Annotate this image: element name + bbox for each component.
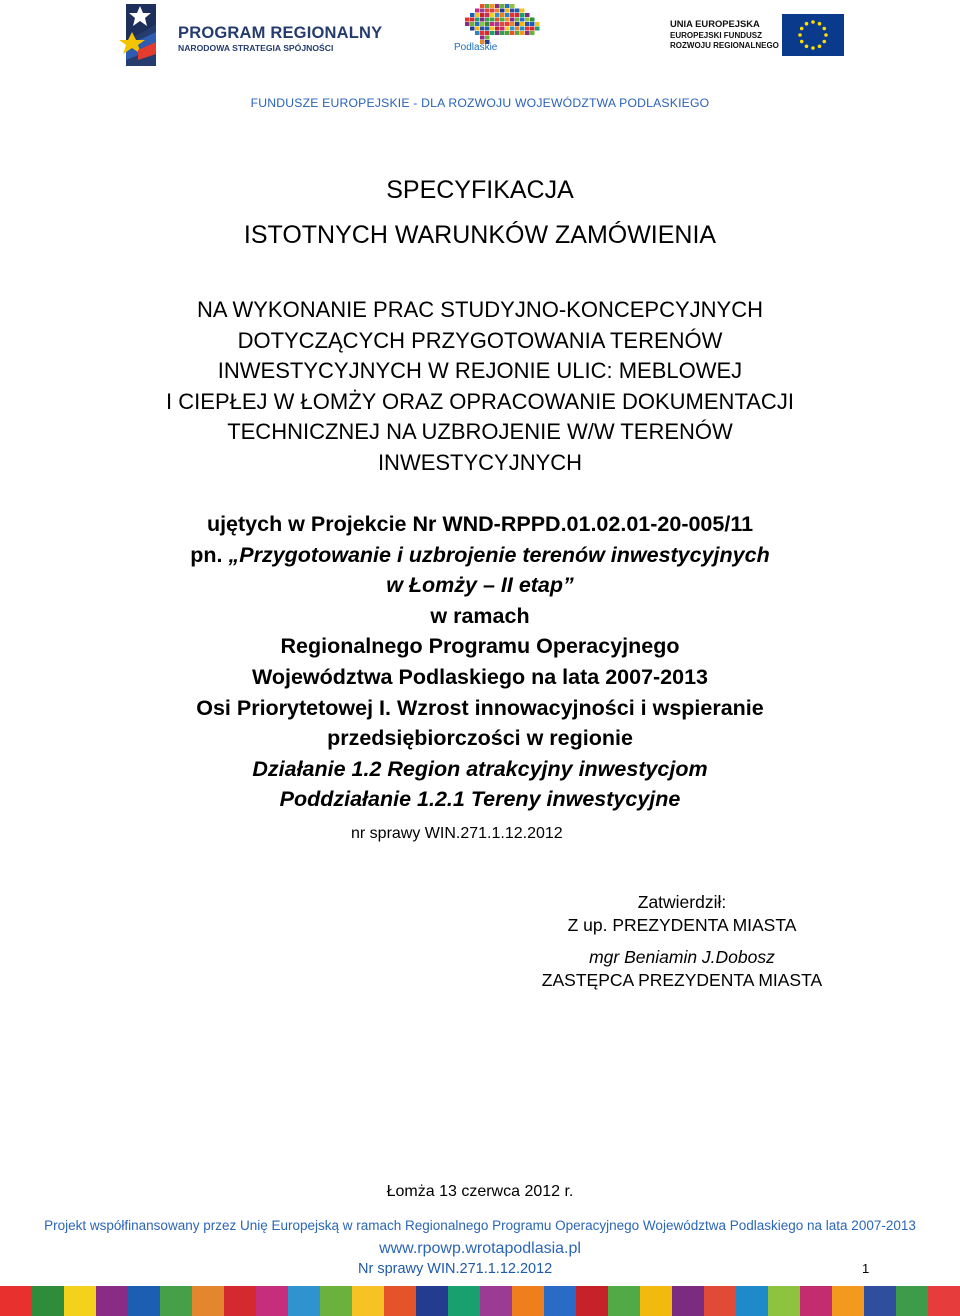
- bison-tile: [520, 13, 525, 17]
- bison-tile: [480, 9, 485, 13]
- project-name-cont: w Łomży – II etap”: [386, 573, 574, 598]
- project-framework: w ramach: [430, 603, 530, 628]
- bison-tile: [500, 18, 505, 22]
- footer-case-number: Nr sprawy WIN.271.1.12.2012: [358, 1261, 553, 1277]
- bison-tile: [525, 22, 530, 26]
- eu-star: [800, 40, 804, 44]
- subject-line: TECHNICZNEJ NA UZBROJENIE W/W TERENÓW: [227, 419, 733, 444]
- subject-line: DOTYCZĄCYCH PRZYGOTOWANIA TERENÓW: [237, 327, 723, 353]
- bison-tile: [480, 27, 485, 31]
- bison-tile: [500, 9, 505, 13]
- eu-star: [824, 33, 828, 37]
- stripe-square: [832, 1286, 864, 1316]
- bison-tile: [480, 36, 485, 40]
- bison-tile: [510, 18, 515, 22]
- bison-tile: [485, 18, 490, 22]
- stripe-square: [576, 1286, 608, 1316]
- document-title-line2: ISTOTNYCH WARUNKÓW ZAMÓWIENIA: [243, 221, 717, 249]
- bison-tile: [475, 22, 480, 26]
- stripe-square: [160, 1286, 192, 1316]
- bison-tile: [475, 18, 480, 22]
- bison-tile: [515, 9, 520, 13]
- bison-tile: [480, 31, 485, 35]
- bison-tile: [515, 18, 520, 22]
- bison-tile: [505, 22, 510, 26]
- eu-star: [798, 33, 802, 37]
- bison-tile: [485, 4, 490, 8]
- bison-tile: [465, 18, 470, 22]
- bison-tile: [490, 13, 495, 17]
- stripe-square: [928, 1286, 960, 1316]
- bison-tile: [505, 27, 510, 31]
- program-region: Województwa Podlaskiego na lata 2007-2013: [251, 664, 709, 689]
- bison-tile: [520, 18, 525, 22]
- signatory-name: mgr Beniamin J.Dobosz: [589, 947, 775, 967]
- bison-tile: [510, 13, 515, 17]
- bison-tile: [515, 13, 520, 17]
- stripe-square: [352, 1286, 384, 1316]
- bison-tile: [480, 18, 485, 22]
- stripe-square: [896, 1286, 928, 1316]
- program-title: PROGRAM REGIONALNY: [178, 24, 383, 42]
- bison-tile: [490, 22, 495, 26]
- bison-tile: [505, 4, 510, 8]
- bison-tile: [470, 27, 475, 31]
- subject-block: [0, 295, 960, 478]
- stripe-square: [672, 1286, 704, 1316]
- bison-tile: [465, 22, 470, 26]
- bison-tile: [500, 4, 505, 8]
- stripe-square: [640, 1286, 672, 1316]
- measure: Działanie 1.2 Region atrakcyjny inwestycjom: [252, 756, 708, 781]
- eu-star: [823, 40, 827, 44]
- stripe-square: [512, 1286, 544, 1316]
- bison-tile: [500, 22, 505, 26]
- place-date: Łomża 13 czerwca 2012 r.: [386, 1183, 574, 1200]
- stripe-square: [384, 1286, 416, 1316]
- program-subtitle: NARODOWA STRATEGIA SPÓJNOŚCI: [178, 43, 334, 53]
- bison-tile: [535, 27, 540, 31]
- bison-tile: [475, 13, 480, 17]
- bison-tile: [485, 36, 490, 40]
- bison-tile: [495, 22, 500, 26]
- bison-tile: [490, 27, 495, 31]
- stripe-square: [416, 1286, 448, 1316]
- bison-tile: [470, 18, 475, 22]
- bison-tile: [505, 31, 510, 35]
- region-label: Podlaskie: [454, 42, 498, 53]
- cofinancing-note: Projekt współfinansowany przez Unię Europejską w ramach Regionalnego Programu Operacyjnego Województwa Podlaskiego na lata 2007-2013: [44, 1218, 916, 1233]
- bison-tile: [485, 27, 490, 31]
- bison-tile: [485, 13, 490, 17]
- sub-measure: Poddziałanie 1.2.1 Tereny inwestycyjne: [279, 787, 681, 812]
- eu-star: [800, 27, 804, 31]
- bison-tile: [490, 9, 495, 13]
- bison-tile: [495, 9, 500, 13]
- program-regionalny-logo: [118, 2, 383, 68]
- eu-star: [811, 20, 815, 24]
- bison-tile: [490, 4, 495, 8]
- bison-tile: [510, 4, 515, 8]
- stripe-square: [224, 1286, 256, 1316]
- bison-tile: [530, 27, 535, 31]
- bison-tile: [520, 31, 525, 35]
- bison-tile: [495, 13, 500, 17]
- bison-tile: [510, 22, 515, 26]
- bison-tile: [530, 31, 535, 35]
- bison-tile: [485, 22, 490, 26]
- bison-tile: [525, 27, 530, 31]
- bison-tile: [510, 31, 515, 35]
- eu-star: [823, 27, 827, 31]
- bison-tile: [530, 22, 535, 26]
- stripe-square: [800, 1286, 832, 1316]
- eu-star: [805, 45, 809, 49]
- page-number: 1: [862, 1261, 870, 1276]
- project-name: „Przygotowanie i uzbrojenie terenów inwestycyjnych: [228, 542, 770, 567]
- project-name-prefix: pn.: [190, 542, 229, 567]
- stripe-square: [608, 1286, 640, 1316]
- stripe-square: [320, 1286, 352, 1316]
- program-name: Regionalnego Programu Operacyjnego: [280, 634, 680, 659]
- approved-label: Zatwierdził:: [637, 892, 727, 912]
- bison-tile: [535, 22, 540, 26]
- eu-flag-icon: [782, 14, 844, 56]
- bison-tile: [520, 22, 525, 26]
- bison-tile: [475, 9, 480, 13]
- bison-tile: [505, 9, 510, 13]
- bison-tile: [520, 9, 525, 13]
- eu-line2: EUROPEJSKI FUNDUSZ: [670, 31, 763, 40]
- stripe-square: [256, 1286, 288, 1316]
- bison-tile: [500, 31, 505, 35]
- project-name-line: [0, 540, 960, 571]
- bison-tile: [500, 27, 505, 31]
- bison-tile: [490, 18, 495, 22]
- project-block: [0, 509, 960, 815]
- subject-line: NA WYKONANIE PRAC STUDYJNO-KONCEPCYJNYCH: [197, 297, 763, 322]
- bison-tile: [505, 13, 510, 17]
- bison-tile: [500, 13, 505, 17]
- stripe-square: [192, 1286, 224, 1316]
- document-title: SPECYFIKACJA: [386, 176, 574, 204]
- bison-tile: [510, 9, 515, 13]
- stripe-square: [96, 1286, 128, 1316]
- signatory-position: ZASTĘPCA PREZYDENTA MIASTA: [541, 970, 823, 990]
- bison-tile: [495, 4, 500, 8]
- stripe-square: [32, 1286, 64, 1316]
- eu-line1: UNIA EUROPEJSKA: [670, 18, 760, 29]
- on-behalf-label: Z up. PREZYDENTA MIASTA: [567, 915, 797, 935]
- eu-star: [818, 45, 822, 49]
- stripe-square: [0, 1286, 32, 1316]
- bison-tile: [520, 27, 525, 31]
- bison-tile: [515, 27, 520, 31]
- bison-tile: [510, 27, 515, 31]
- program-regionalny-emblem: [118, 2, 178, 68]
- bison-tile: [480, 4, 485, 8]
- stripe-square: [864, 1286, 896, 1316]
- eu-logo: [670, 14, 850, 58]
- bison-tile: [525, 18, 530, 22]
- subject-line: I CIEPŁEJ W ŁOMŻY ORAZ OPRACOWANIE DOKUMENTACJI: [166, 388, 794, 414]
- stripe-square: [448, 1286, 480, 1316]
- bison-tile: [475, 31, 480, 35]
- bison-tile: [495, 27, 500, 31]
- bison-tile: [485, 9, 490, 13]
- bison-tile: [525, 31, 530, 35]
- podlaskie-logo: [446, 2, 556, 64]
- bison-tile: [495, 18, 500, 22]
- eu-star: [811, 46, 815, 50]
- funds-tagline: FUNDUSZE EUROPEJSKIE - DLA ROZWOJU WOJEWÓDZTWA PODLASKIEGO: [250, 96, 710, 110]
- bison-tile: [480, 22, 485, 26]
- stripe-square: [64, 1286, 96, 1316]
- eu-star: [818, 22, 822, 26]
- stripe-square: [768, 1286, 800, 1316]
- case-number: nr sprawy WIN.271.1.12.2012: [351, 825, 563, 842]
- bison-tile: [515, 22, 520, 26]
- subject-line: INWESTYCYJNYCH: [377, 449, 583, 475]
- priority-axis-cont: przedsiębiorczości w regionie: [327, 726, 633, 751]
- bison-tile: [470, 22, 475, 26]
- stripe-square: [480, 1286, 512, 1316]
- project-number-line: ujętych w Projekcie Nr WND-RPPD.01.02.01-20-005/11: [206, 512, 754, 536]
- bison-tile: [525, 13, 530, 17]
- bison-tile: [530, 18, 535, 22]
- stripe-square: [736, 1286, 768, 1316]
- bison-tile: [505, 18, 510, 22]
- stripe-square: [128, 1286, 160, 1316]
- bison-tile: [490, 31, 495, 35]
- bison-tile: [495, 31, 500, 35]
- color-stripe: [0, 1286, 960, 1316]
- eu-line3: ROZWOJU REGIONALNEGO: [670, 41, 779, 50]
- priority-axis: Osi Priorytetowej I. Wzrost innowacyjności i wspieranie: [196, 695, 764, 720]
- footer-url: www.rpowp.wrotapodlasia.pl: [379, 1240, 581, 1257]
- subject-line: INWESTYCYJNYCH W REJONIE ULIC: MEBLOWEJ: [217, 358, 743, 383]
- stripe-square: [288, 1286, 320, 1316]
- stripe-square: [704, 1286, 736, 1316]
- bison-tile: [515, 31, 520, 35]
- bison-tile: [475, 27, 480, 31]
- bison-tile: [480, 13, 485, 17]
- stripe-square: [544, 1286, 576, 1316]
- bison-tile: [470, 13, 475, 17]
- eu-star: [805, 22, 809, 26]
- bison-tile: [485, 31, 490, 35]
